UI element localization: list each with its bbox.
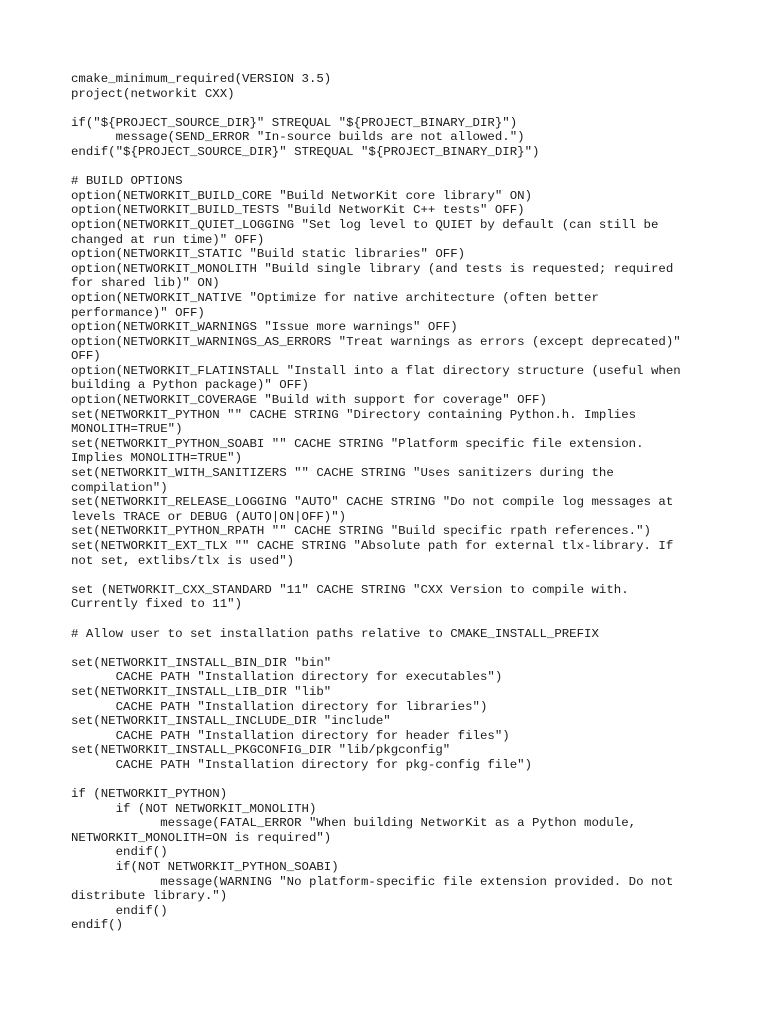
code-line: set(NETWORKIT_INSTALL_LIB_DIR "lib" [71,684,332,699]
code-line: endif() [71,845,168,860]
code-line: if (NOT NETWORKIT_MONOLITH) [71,801,317,816]
code-line: set(NETWORKIT_EXT_TLX "" CACHE STRING "Absolute path for external tlx-library. If [71,539,674,553]
code-line [71,773,751,788]
code-line [71,568,751,583]
code-line: not set, extlibs/tlx is used") [71,553,295,568]
code-line: option(NETWORKIT_WARNINGS_AS_ERRORS "Treat warnings as errors (except deprecated)" [71,334,681,349]
code-line: option(NETWORKIT_QUIET_LOGGING "Set log level to QUIET by default (can still be [71,217,659,232]
code-line: cmake_minimum_required(VERSION 3.5) [71,72,332,86]
code-line: Currently fixed to 11") [71,597,243,612]
code-line: option(NETWORKIT_NATIVE "Optimize for native architecture (often better [71,290,599,305]
code-line: # Allow user to set installation paths relative to CMAKE_INSTALL_PREFIX [71,626,599,641]
code-line: if (NETWORKIT_PYTHON) [71,787,228,802]
code-line: NETWORKIT_MONOLITH=ON is required") [71,830,332,845]
code-line: Implies MONOLITH=TRUE") [71,451,243,466]
code-line: endif("${PROJECT_SOURCE_DIR}" STREQUAL "${PROJECT_BINARY_DIR}") [71,144,540,159]
code-line: set(NETWORKIT_PYTHON "" CACHE STRING "Directory containing Python.h. Implies [71,407,637,422]
code-line: message(FATAL_ERROR "When building NetworKit as a Python module, [71,816,637,831]
code-line [71,101,751,116]
code-line: set(NETWORKIT_PYTHON_SOABI "" CACHE STRING "Platform specific file extension. [71,436,644,451]
code-line: CACHE PATH "Installation directory for pkg-config file") [71,757,533,772]
code-line: CACHE PATH "Installation directory for header files") [71,728,510,743]
code-line: MONOLITH=TRUE") [71,422,183,437]
code-line: changed at run time)" OFF) [71,232,265,247]
code-line: option(NETWORKIT_STATIC "Build static libraries" OFF) [71,247,466,262]
code-line: CACHE PATH "Installation directory for libraries") [71,699,488,714]
code-line: option(NETWORKIT_BUILD_TESTS "Build NetworKit C++ tests" OFF) [71,203,525,218]
code-line: option(NETWORKIT_FLATINSTALL "Install into a flat directory structure (useful when [71,363,681,378]
code-line: set(NETWORKIT_PYTHON_RPATH "" CACHE STRING "Build specific rpath references.") [71,524,651,539]
code-line: set(NETWORKIT_WITH_SANITIZERS "" CACHE STRING "Uses sanitizers during the [71,466,614,481]
code-line: compilation") [71,480,168,495]
code-line: option(NETWORKIT_BUILD_CORE "Build NetworKit core library" ON) [71,188,533,203]
code-line: if("${PROJECT_SOURCE_DIR}" STREQUAL "${PROJECT_BINARY_DIR}") [71,115,518,130]
code-line: set(NETWORKIT_INSTALL_PKGCONFIG_DIR "lib/pkgconfig" [71,743,451,758]
code-line: CACHE PATH "Installation directory for executables") [71,670,503,685]
code-line [71,612,751,627]
code-line: project(networkit CXX) [71,86,235,101]
code-line: building a Python package)" OFF) [71,378,309,393]
code-line: set(NETWORKIT_RELEASE_LOGGING "AUTO" CACHE STRING "Do not compile log messages at [71,495,674,510]
code-line: if(NOT NETWORKIT_PYTHON_SOABI) [71,860,339,875]
code-line: distribute library.") [71,889,228,904]
code-line: message(WARNING "No platform-specific file extension provided. Do not [71,874,674,889]
code-line: endif() [71,903,168,918]
code-line: for shared lib)" ON) [71,276,220,291]
code-line: levels TRACE or DEBUG (AUTO|ON|OFF)") [71,509,347,524]
code-line: message(SEND_ERROR "In-source builds are not allowed.") [71,130,525,145]
code-line: set(NETWORKIT_INSTALL_INCLUDE_DIR "include" [71,714,391,729]
code-listing [71,72,751,933]
code-line [71,641,751,656]
code-line: OFF) [71,349,101,364]
code-line: endif() [71,918,124,933]
code-line: # BUILD OPTIONS [71,174,183,189]
code-line: option(NETWORKIT_WARNINGS "Issue more warnings" OFF) [71,320,458,335]
code-line: performance)" OFF) [71,305,205,320]
code-line: option(NETWORKIT_COVERAGE "Build with support for coverage" OFF) [71,393,547,408]
code-line: set (NETWORKIT_CXX_STANDARD "11" CACHE STRING "CXX Version to compile with. [71,582,629,597]
code-line [71,160,751,175]
code-line: set(NETWORKIT_INSTALL_BIN_DIR "bin" [71,655,332,670]
code-line: option(NETWORKIT_MONOLITH "Build single library (and tests is requested; required [71,261,674,276]
